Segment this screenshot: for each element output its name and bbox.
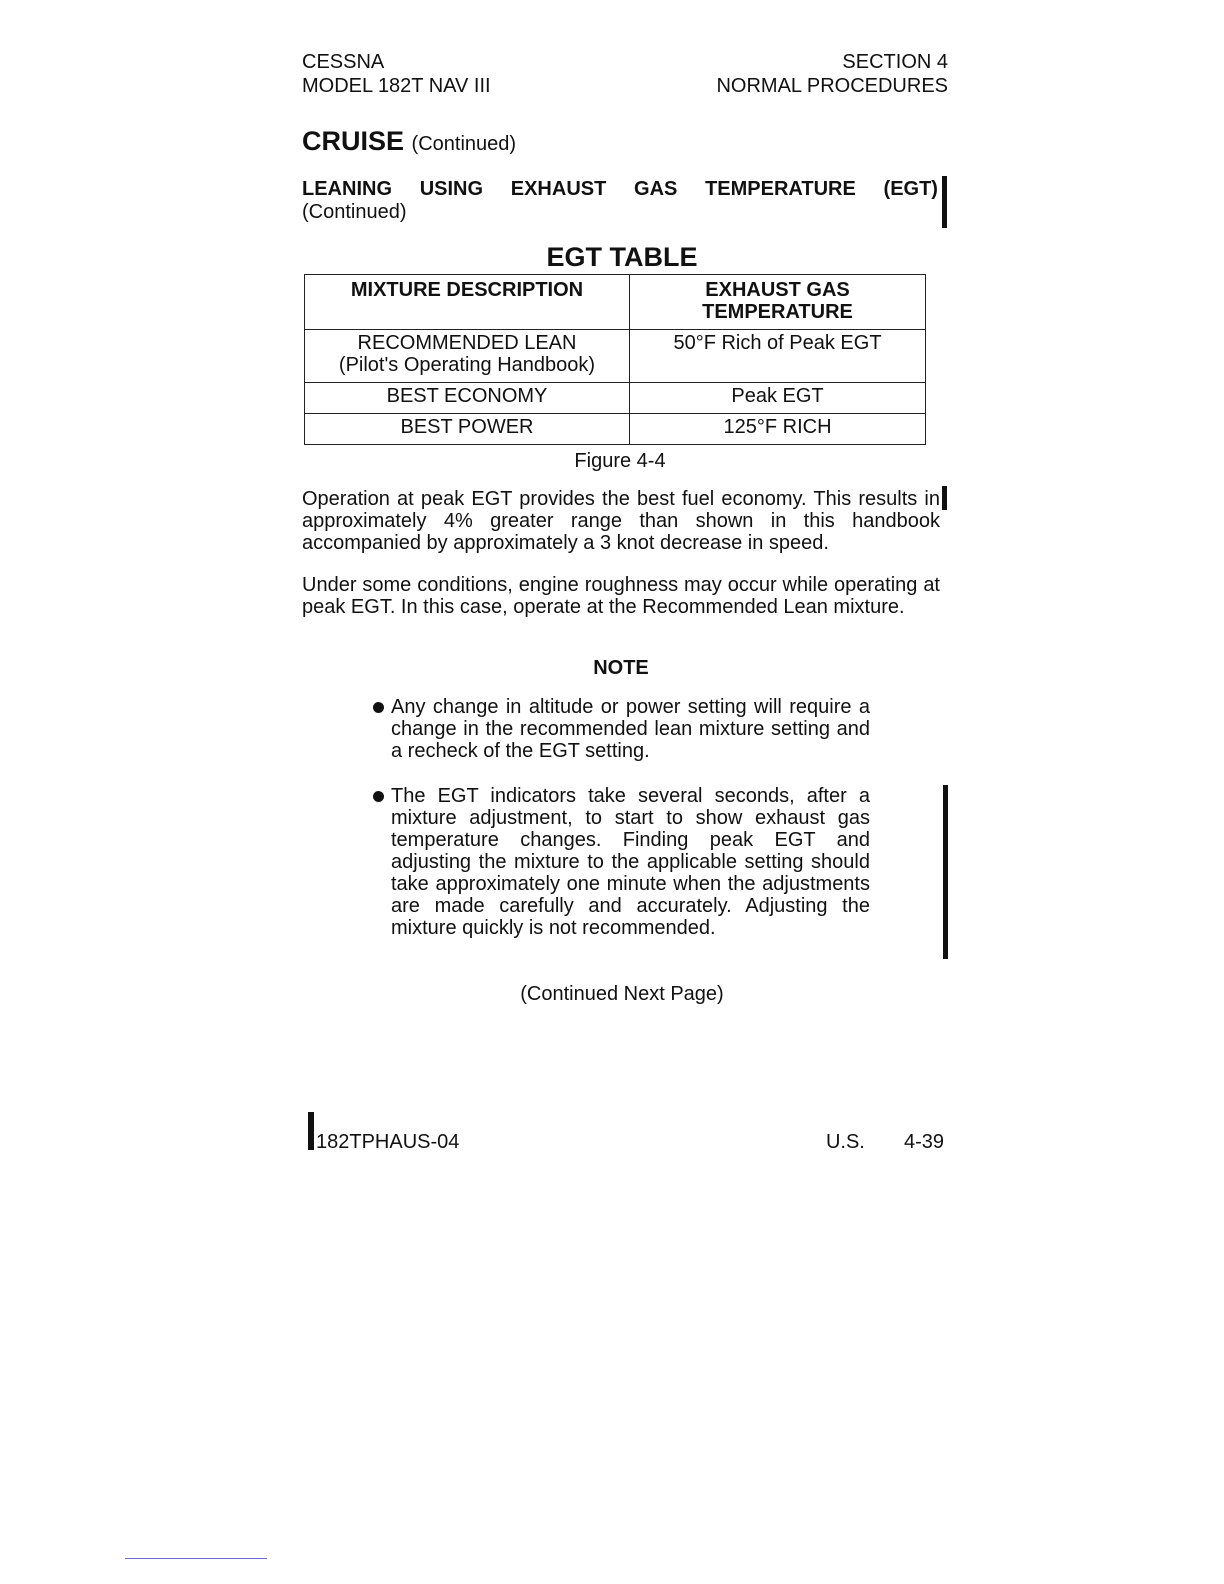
cell-line: (Pilot's Operating Handbook): [338, 354, 596, 376]
column-header: [630, 275, 926, 330]
table-cell: Peak EGT: [630, 383, 926, 414]
note-bullet: [370, 785, 870, 939]
bullet-text: Any change in altitude or power setting will require a change in the recommended lean mixture setting and a recheck of the EGT setting.: [391, 696, 870, 762]
egt-table: [304, 274, 926, 445]
note-title: NOTE: [593, 657, 649, 679]
revision-bar: [943, 785, 948, 959]
table-title: EGT TABLE: [546, 242, 698, 272]
continued-note: (Continued Next Page): [520, 983, 724, 1005]
section-title-suffix: (Continued): [411, 133, 517, 155]
column-header-line: TEMPERATURE: [702, 301, 853, 323]
revision-bar: [942, 486, 947, 510]
subheading-word: EXHAUST: [510, 178, 607, 200]
page-title: [302, 126, 516, 157]
cell-line: RECOMMENDED LEAN: [357, 332, 577, 354]
bullet-icon: [373, 702, 384, 713]
paragraph: Operation at peak EGT provides the best fuel economy. This results in approximately 4% greater range than shown in this handbook accompanied by approximately a 3 knot decrease in speed.: [302, 488, 940, 554]
bullet-text: The EGT indicators take several seconds, after a mixture adjustment, to start to show exhaust gas temperature changes. Finding peak EGT and adjusting the mixture to the applicable setting should take approximately one minute when the adjustments are made carefully and accurately. Adjusting the mixture quickly is not recommended.: [391, 785, 870, 939]
subheading-word: TEMPERATURE: [705, 178, 856, 200]
revision-bar: [308, 1112, 314, 1150]
page-number: 4-39: [903, 1131, 944, 1153]
table-row: [305, 330, 926, 383]
column-header-line: EXHAUST GAS: [705, 279, 850, 301]
page-footer-right: [826, 1131, 944, 1154]
subheading-word: GAS: [634, 178, 678, 200]
table-row: [305, 383, 926, 414]
paragraph: Under some conditions, engine roughness may occur while operating at peak EGT. In this case, operate at the Recommended Lean mixture.: [302, 574, 940, 618]
section-number: SECTION 4: [842, 51, 948, 73]
section-title: CRUISE: [302, 126, 405, 156]
document-id: 182TPHAUS-04: [316, 1131, 460, 1153]
subheading-words: [302, 178, 938, 201]
model: MODEL 182T NAV III: [302, 75, 491, 97]
table-cell: BEST ECONOMY: [305, 383, 630, 414]
subheading: [302, 178, 942, 224]
subheading-word: (EGT): [883, 178, 938, 200]
table-row: [305, 414, 926, 445]
table-header-row: [305, 275, 926, 330]
header-right: [716, 50, 948, 98]
region-label: U.S.: [825, 1131, 865, 1153]
table-cell: 125°F RICH: [630, 414, 926, 445]
table-cell: [305, 330, 630, 383]
header-left: [302, 50, 491, 98]
note-bullet: [370, 696, 870, 762]
subheading-word: USING: [419, 178, 484, 200]
bottom-rule: [125, 1558, 267, 1559]
column-header: MIXTURE DESCRIPTION: [305, 275, 630, 330]
figure-caption: Figure 4-4: [574, 450, 666, 472]
revision-bar: [942, 176, 947, 228]
section-name: NORMAL PROCEDURES: [716, 75, 948, 97]
table-cell: BEST POWER: [305, 414, 630, 445]
bullet-icon: [373, 791, 384, 802]
subheading-suffix: (Continued): [302, 201, 407, 223]
subheading-word: LEANING: [302, 178, 392, 200]
manufacturer: CESSNA: [302, 51, 385, 73]
table-cell: 50°F Rich of Peak EGT: [630, 330, 926, 383]
